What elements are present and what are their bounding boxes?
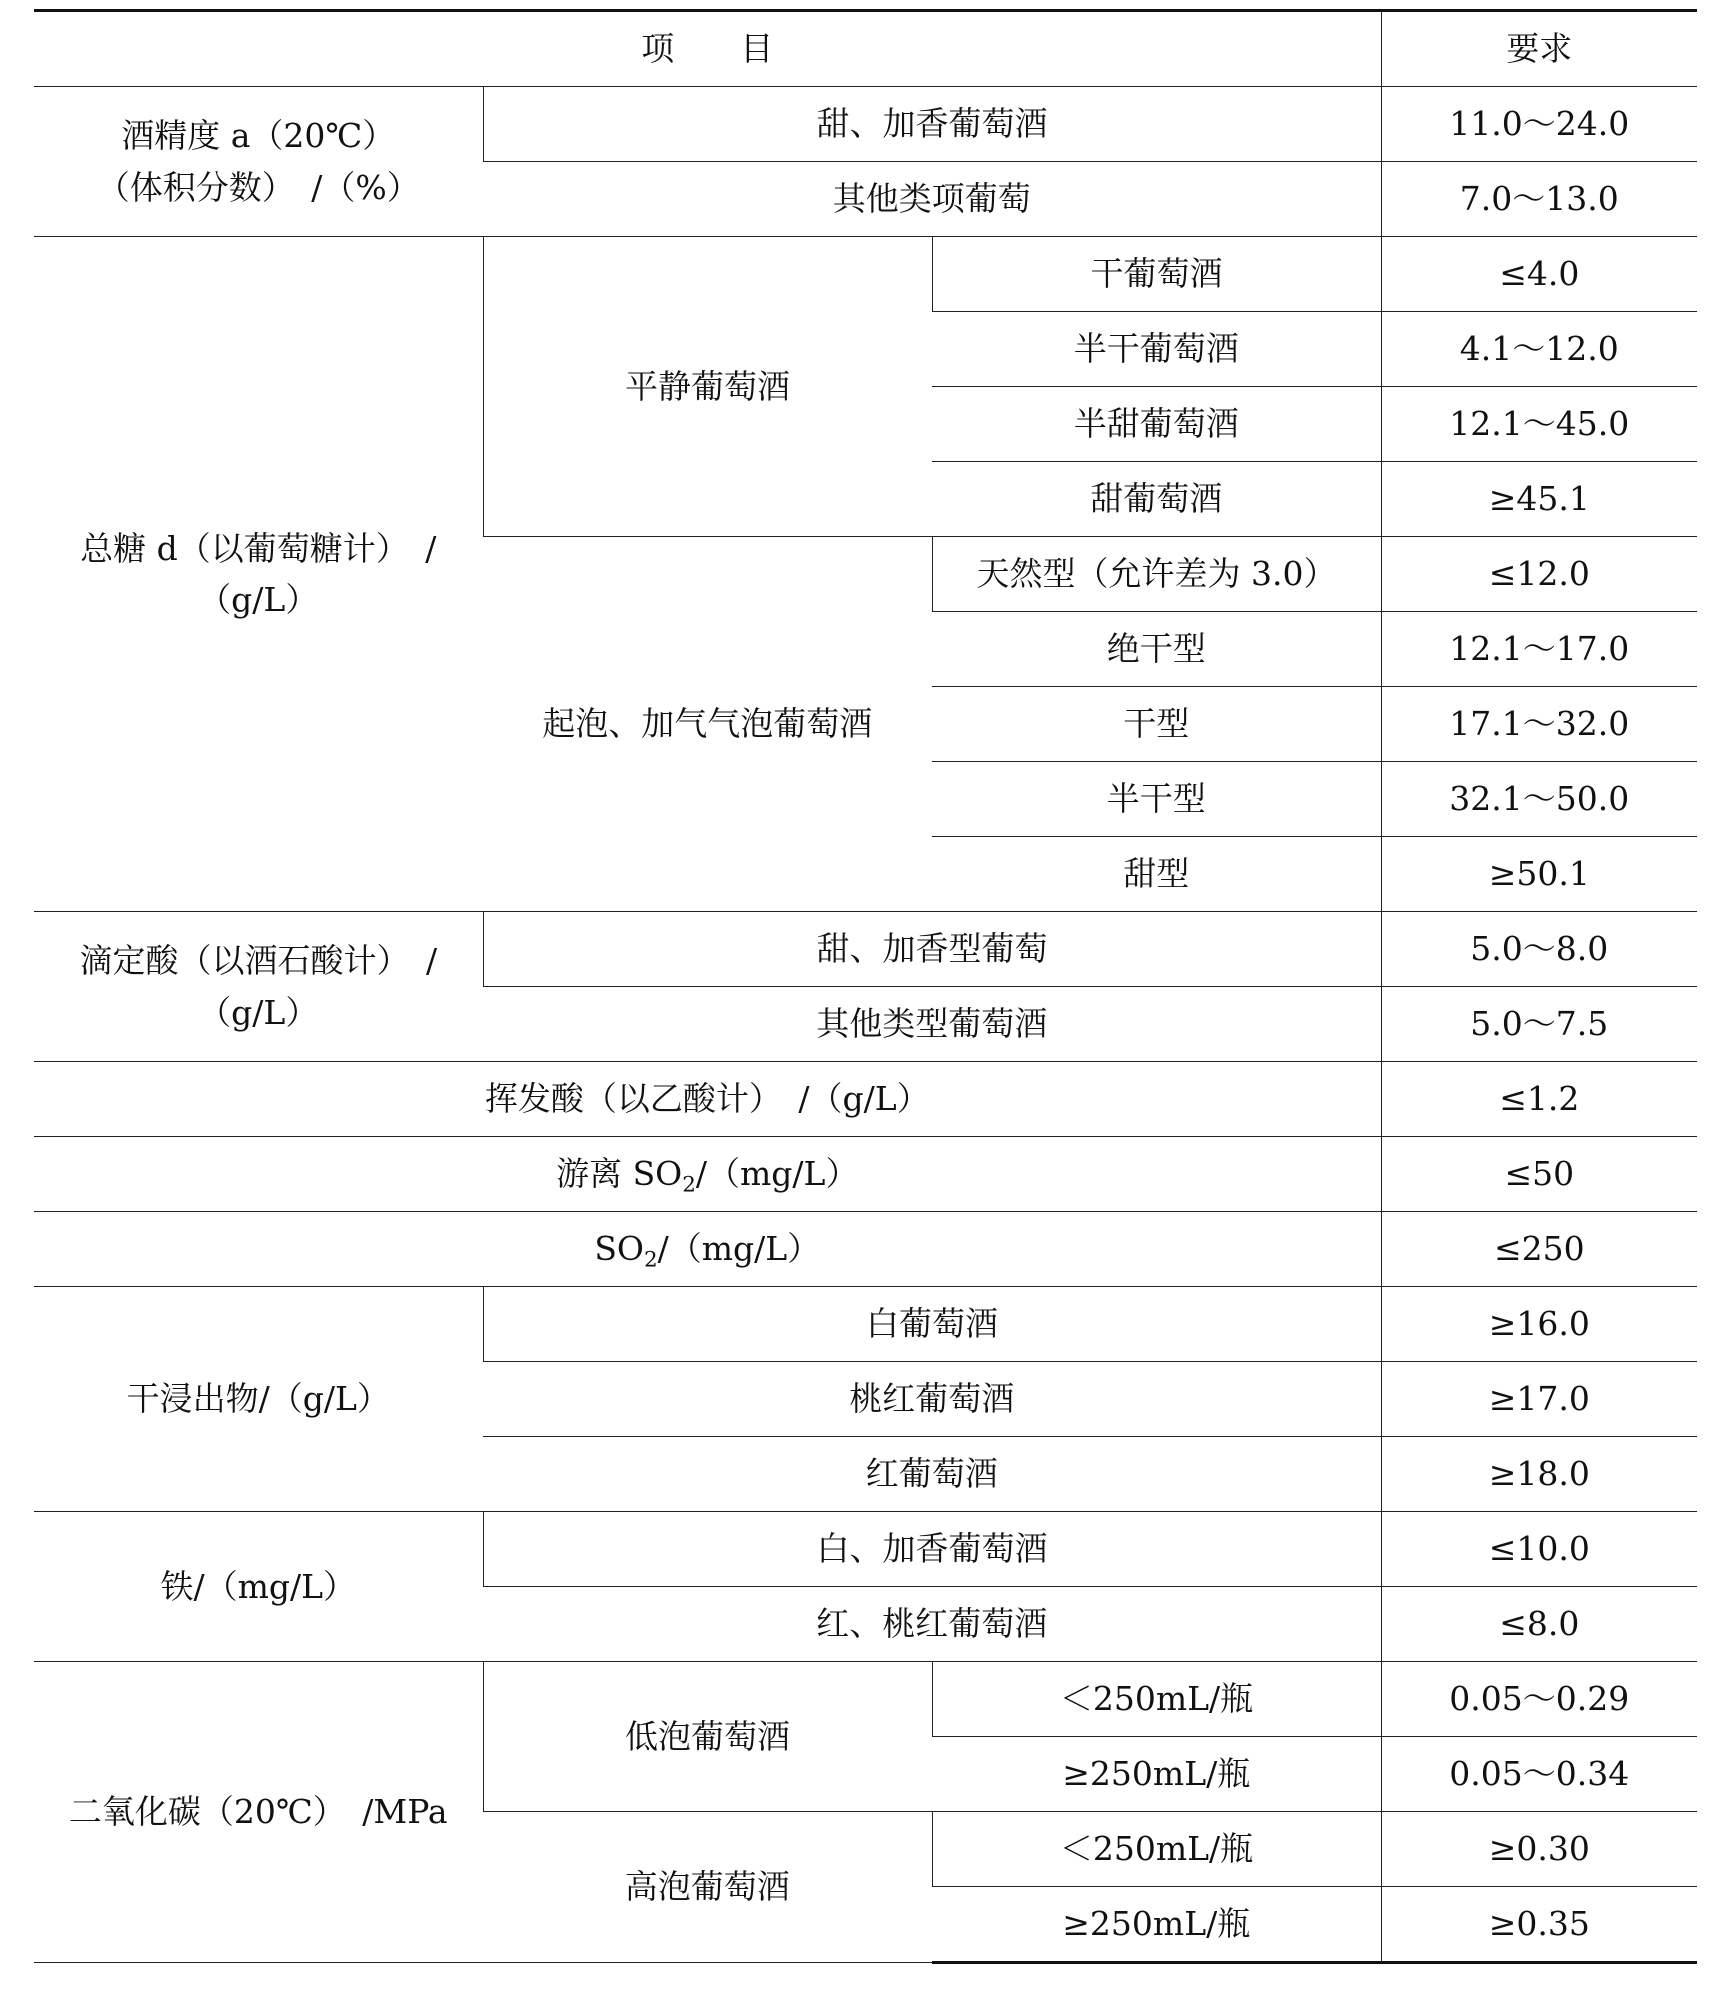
acid-type: 甜、加香型葡萄 (483, 912, 1381, 987)
dry-extract-label: 干浸出物/（g/L） (34, 1287, 483, 1512)
sugar-type: 半干型 (932, 762, 1381, 837)
acid-label-line2: （g/L） (198, 992, 319, 1032)
table-row (34, 237, 1697, 312)
sugar-type: 半干葡萄酒 (932, 312, 1381, 387)
alcohol-type: 甜、加香葡萄酒 (483, 87, 1381, 162)
total-so2-subscript: 2 (643, 1247, 658, 1273)
alcohol-label (34, 87, 483, 237)
wine-spec-table (34, 9, 1697, 1964)
co2-bottle-size: ＜250mL/瓶 (932, 1662, 1381, 1737)
table-row (34, 87, 1697, 162)
free-so2-value: ≤50 (1381, 1137, 1697, 1212)
sugar-type: 干葡萄酒 (932, 237, 1381, 312)
sugar-type: 绝干型 (932, 612, 1381, 687)
table-row (34, 1062, 1697, 1137)
low-sparkling-label: 低泡葡萄酒 (483, 1662, 932, 1812)
dry-extract-value: ≥16.0 (1381, 1287, 1697, 1362)
co2-value: 0.05～0.34 (1381, 1737, 1697, 1812)
co2-value: ≥0.30 (1381, 1812, 1697, 1887)
alcohol-label-line2: （体积分数） /（%） (96, 167, 420, 207)
total-so2-label (34, 1212, 1381, 1287)
sugar-value: 17.1～32.0 (1381, 687, 1697, 762)
alcohol-value: 7.0～13.0 (1381, 162, 1697, 237)
dry-extract-value: ≥18.0 (1381, 1437, 1697, 1512)
sugar-label (34, 237, 483, 912)
free-so2-prefix: 游离 SO (556, 1154, 683, 1194)
volatile-acid-label: 挥发酸（以乙酸计） /（g/L） (34, 1062, 1381, 1137)
acid-value: 5.0～7.5 (1381, 987, 1697, 1062)
header-item: 项 目 (34, 11, 1381, 87)
co2-bottle-size: ＜250mL/瓶 (932, 1812, 1381, 1887)
header-requirement: 要求 (1381, 11, 1697, 87)
header-row (34, 11, 1697, 87)
dry-extract-value: ≥17.0 (1381, 1362, 1697, 1437)
iron-type: 白、加香葡萄酒 (483, 1512, 1381, 1587)
sugar-value: ≤4.0 (1381, 237, 1697, 312)
free-so2-suffix: /（mg/L） (695, 1154, 859, 1194)
table-row (34, 1137, 1697, 1212)
sugar-type: 干型 (932, 687, 1381, 762)
co2-value: ≥0.35 (1381, 1887, 1697, 1963)
acid-label-line1: 滴定酸（以酒石酸计） / (79, 941, 438, 981)
sugar-value: ≥50.1 (1381, 837, 1697, 912)
sugar-value: 4.1～12.0 (1381, 312, 1697, 387)
volatile-acid-value: ≤1.2 (1381, 1062, 1697, 1137)
alcohol-label-line1: 酒精度 a（20℃） (121, 116, 396, 156)
acid-label (34, 912, 483, 1062)
dry-extract-type: 白葡萄酒 (483, 1287, 1381, 1362)
acid-value: 5.0～8.0 (1381, 912, 1697, 987)
sparkling-wine-label: 起泡、加气气泡葡萄酒 (483, 537, 932, 912)
iron-value: ≤8.0 (1381, 1587, 1697, 1662)
total-so2-prefix: SO (594, 1229, 644, 1269)
co2-value: 0.05～0.29 (1381, 1662, 1697, 1737)
sugar-value: 12.1～45.0 (1381, 387, 1697, 462)
table-row (34, 1212, 1697, 1287)
sugar-label-line1: 总糖 d（以葡萄糖计） / (80, 528, 437, 568)
alcohol-value: 11.0～24.0 (1381, 87, 1697, 162)
table-row (34, 1512, 1697, 1587)
iron-value: ≤10.0 (1381, 1512, 1697, 1587)
sugar-type: 甜葡萄酒 (932, 462, 1381, 537)
table-row (34, 912, 1697, 987)
total-so2-suffix: /（mg/L） (657, 1229, 821, 1269)
sugar-type: 甜型 (932, 837, 1381, 912)
iron-type: 红、桃红葡萄酒 (483, 1587, 1381, 1662)
table-row (34, 1662, 1697, 1737)
total-so2-value: ≤250 (1381, 1212, 1697, 1287)
co2-bottle-size: ≥250mL/瓶 (932, 1887, 1381, 1963)
free-so2-label (34, 1137, 1381, 1212)
iron-label: 铁/（mg/L） (34, 1512, 483, 1662)
sugar-value: ≤12.0 (1381, 537, 1697, 612)
acid-type: 其他类型葡萄酒 (483, 987, 1381, 1062)
still-wine-label: 平静葡萄酒 (483, 237, 932, 537)
sugar-value: 32.1～50.0 (1381, 762, 1697, 837)
sugar-type: 半甜葡萄酒 (932, 387, 1381, 462)
sugar-value: 12.1～17.0 (1381, 612, 1697, 687)
dry-extract-type: 红葡萄酒 (483, 1437, 1381, 1512)
sugar-value: ≥45.1 (1381, 462, 1697, 537)
co2-bottle-size: ≥250mL/瓶 (932, 1737, 1381, 1812)
dry-extract-type: 桃红葡萄酒 (483, 1362, 1381, 1437)
sugar-label-line2: （g/L） (198, 580, 319, 619)
high-sparkling-label: 高泡葡萄酒 (483, 1812, 932, 1963)
co2-label: 二氧化碳（20℃） /MPa (34, 1662, 483, 1963)
sugar-type: 天然型（允许差为 3.0） (932, 537, 1381, 612)
table-row (34, 1287, 1697, 1362)
free-so2-subscript: 2 (682, 1172, 696, 1198)
alcohol-type: 其他类项葡萄 (483, 162, 1381, 237)
